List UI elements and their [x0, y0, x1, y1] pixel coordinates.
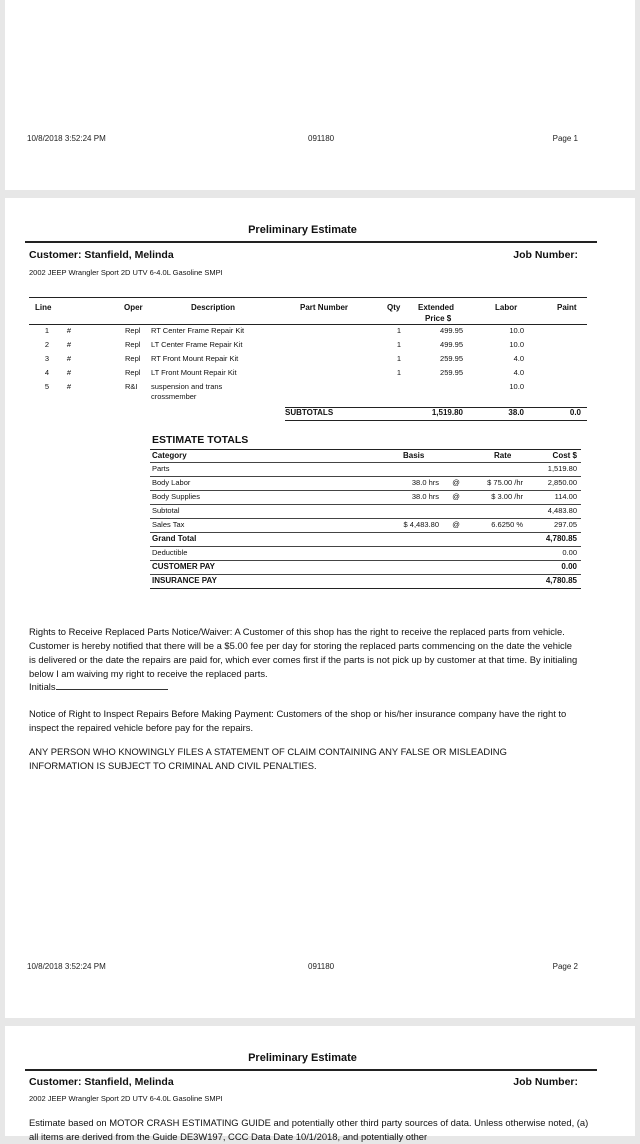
row-3-price: 259.95 — [440, 354, 463, 363]
totals-row-2-at: @ — [452, 478, 460, 487]
row-1-oper: Repl — [125, 326, 141, 335]
row-1-line: 1 — [44, 326, 50, 335]
totals-row-3-cost: 114.00 — [554, 492, 577, 501]
totals-row-6-category: Grand Total — [152, 534, 197, 543]
totals-row-2-rate: $ 75.00 /hr — [487, 478, 523, 487]
row-5-labor: 10.0 — [509, 382, 524, 391]
subtotals-paint: 0.0 — [569, 408, 581, 417]
row-1-desc: RT Center Frame Repair Kit — [151, 326, 245, 335]
totals-header-category: Category — [152, 451, 187, 460]
page1-footer-page: Page 1 — [552, 134, 578, 143]
row-4-labor: 4.0 — [513, 368, 524, 377]
totals-row-3-rate: $ 3.00 /hr — [491, 492, 523, 501]
row-3-qty: 1 — [396, 354, 402, 363]
page-title: Preliminary Estimate — [248, 224, 357, 236]
totals-row-3-category: Body Supplies — [152, 492, 200, 501]
subtotals-label: SUBTOTALS — [285, 408, 334, 417]
job-number-label: Job Number: — [513, 249, 578, 261]
notice-inspect-repairs: Notice of Right to Inspect Repairs Before Making Payment: Customers of the shop or his/her insurance company have the right to inspect the repaired vehicle before pay for the repairs. — [29, 708, 567, 733]
initials-label: Initials — [29, 681, 56, 692]
col-header-extended: Extended — [418, 303, 455, 312]
totals-row-2-category: Body Labor — [152, 478, 191, 487]
row-4-price: 259.95 — [440, 368, 463, 377]
totals-header-cost: Cost $ — [552, 451, 577, 460]
row-2-mark: # — [66, 340, 72, 349]
totals-row-2-basis: 38.0 hrs — [411, 478, 439, 487]
page3-title: Preliminary Estimate — [248, 1052, 357, 1064]
col-header-part-number: Part Number — [300, 303, 349, 312]
page3-job-number-label: Job Number: — [513, 1076, 578, 1088]
totals-row-3-basis: 38.0 hrs — [411, 492, 439, 501]
totals-row-7-cost: 0.00 — [562, 548, 577, 557]
totals-row-3-at: @ — [452, 492, 460, 501]
totals-row-5-rate: 6.6250 % — [491, 520, 523, 529]
page2-footer-code: 091180 — [308, 962, 335, 971]
totals-row-5-cost: 297.05 — [554, 520, 577, 529]
row-5-desc: suspension and trans — [151, 382, 223, 391]
notice-fraud-warning: ANY PERSON WHO KNOWINGLY FILES A STATEMENT OF CLAIM CONTAINING ANY FALSE OR MISLEADING INFORMATION IS SUBJECT TO CRIMINAL AND CIVIL PENALTIES. — [29, 746, 507, 771]
page-3 — [5, 1026, 635, 1142]
row-2-price: 499.95 — [440, 340, 463, 349]
row-3-labor: 4.0 — [513, 354, 524, 363]
row-5-line: 5 — [44, 382, 50, 391]
totals-header-basis: Basis — [403, 451, 425, 460]
customer-name: Customer: Stanfield, Melinda — [29, 249, 174, 261]
row-5-desc-continued: crossmember — [151, 392, 197, 401]
totals-row-2-cost: 2,850.00 — [547, 478, 577, 487]
totals-row-4-category: Subtotal — [152, 506, 180, 515]
row-5-mark: # — [66, 382, 72, 391]
row-3-mark: # — [66, 354, 72, 363]
row-2-line: 2 — [44, 340, 50, 349]
totals-row-1-cost: 1,519.80 — [547, 464, 577, 473]
col-header-paint: Paint — [557, 303, 577, 312]
totals-row-8-cost: 0.00 — [561, 562, 577, 571]
totals-row-5-basis: $ 4,483.80 — [403, 520, 439, 529]
page2-footer-page: Page 2 — [552, 962, 578, 971]
page2-footer-datetime: 10/8/2018 3:52:24 PM — [27, 962, 106, 971]
totals-row-9-cost: 4,780.85 — [545, 576, 577, 585]
row-1-price: 499.95 — [440, 326, 463, 335]
row-4-mark: # — [66, 368, 72, 377]
totals-row-5-at: @ — [452, 520, 460, 529]
row-2-desc: LT Center Frame Repair Kit — [151, 340, 243, 349]
totals-row-5-category: Sales Tax — [152, 520, 185, 529]
subtotals-price: 1,519.80 — [431, 408, 463, 417]
row-4-line: 4 — [44, 368, 50, 377]
col-header-price: Price $ — [425, 314, 452, 323]
totals-row-7-category: Deductible — [152, 548, 188, 557]
page3-intro-text: Estimate based on MOTOR CRASH ESTIMATING GUIDE and potentially other third party sources of data. Unless otherwise noted, (a) all items are derived from the Guide DE3W197, CCC Data Date 10/1/2018, and potentially other — [29, 1117, 589, 1142]
totals-header-rate: Rate — [494, 451, 512, 460]
row-3-desc: RT Front Mount Repair Kit — [151, 354, 239, 363]
row-2-qty: 1 — [396, 340, 402, 349]
vehicle-description: 2002 JEEP Wrangler Sport 2D UTV 6-4.0L Gasoline SMPI — [29, 268, 223, 277]
totals-row-8-category: CUSTOMER PAY — [152, 562, 215, 571]
col-header-qty: Qty — [387, 303, 401, 312]
row-3-line: 3 — [44, 354, 50, 363]
totals-row-9-category: INSURANCE PAY — [152, 576, 217, 585]
subtotals-labor: 38.0 — [508, 408, 524, 417]
row-4-desc: LT Front Mount Repair Kit — [151, 368, 237, 377]
row-3-oper: Repl — [125, 354, 141, 363]
totals-row-6-cost: 4,780.85 — [545, 534, 577, 543]
page3-vehicle-description: 2002 JEEP Wrangler Sport 2D UTV 6-4.0L Gasoline SMPI — [29, 1094, 223, 1103]
page1-footer-datetime: 10/8/2018 3:52:24 PM — [27, 134, 106, 143]
row-1-mark: # — [66, 326, 72, 335]
col-header-description: Description — [191, 303, 236, 312]
page-2 — [5, 198, 635, 1018]
col-header-labor: Labor — [495, 303, 518, 312]
notice-replaced-parts: Rights to Receive Replaced Parts Notice/Waiver: A Customer of this shop has the right to receive the replaced parts from vehicle. Customer is hereby notified that there will be a $5.00 fee per day for storing the replaced parts commencing on the date the vehicle is delivered or the date the repairs are paid for, which ever comes first if the parts is not pick up by customer at that time. By initialing below I am waiving my right to receive the replaced parts. — [29, 626, 578, 679]
row-4-qty: 1 — [396, 368, 402, 377]
totals-row-4-cost: 4,483.80 — [547, 506, 577, 515]
row-1-qty: 1 — [396, 326, 402, 335]
row-1-labor: 10.0 — [509, 326, 524, 335]
totals-row-1-category: Parts — [152, 464, 170, 473]
page3-customer-name: Customer: Stanfield, Melinda — [29, 1076, 174, 1088]
col-header-oper: Oper — [124, 303, 143, 312]
page1-footer-code: 091180 — [308, 134, 335, 143]
col-header-line: Line — [35, 303, 52, 312]
estimate-totals-heading: ESTIMATE TOTALS — [152, 434, 249, 446]
row-5-oper: R&I — [125, 382, 138, 391]
initials-field — [29, 681, 168, 692]
page-1 — [5, 0, 635, 190]
row-2-oper: Repl — [125, 340, 141, 349]
row-4-oper: Repl — [125, 368, 141, 377]
row-2-labor: 10.0 — [509, 340, 524, 349]
